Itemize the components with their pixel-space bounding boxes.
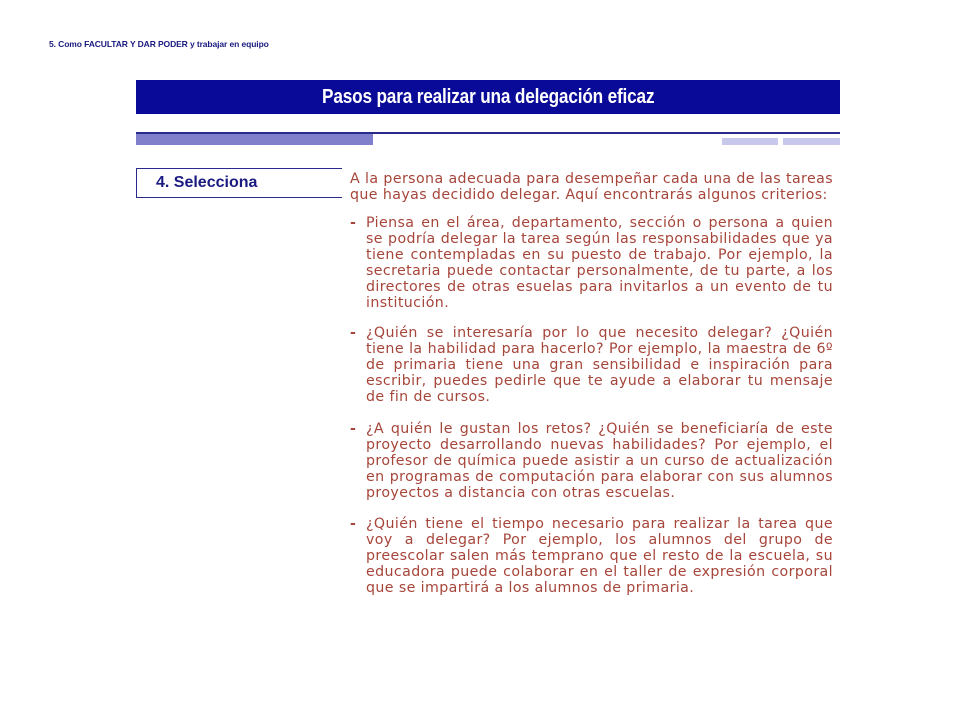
list-item [350, 215, 833, 311]
intro-paragraph: A la persona adecuada para desempeñar cada una de las tareas que hayas decidido delegar. Aquí encontrarás algunos criterios: [350, 171, 833, 203]
list-item [350, 421, 833, 501]
accent-band-left [136, 134, 373, 145]
slide-title: Pasos para realizar una delegación eficaz [321, 85, 655, 108]
bullet-dash: - [350, 516, 356, 532]
accent-band-right-2 [783, 138, 840, 145]
page-heading: 5. Como FACULTAR Y DAR PODER y trabajar en equipo [49, 39, 269, 49]
title-bar [136, 80, 840, 114]
bullet-dash: - [350, 325, 356, 341]
bullet-dash: - [350, 421, 356, 437]
list-item [350, 325, 833, 405]
list-item-text: ¿A quién le gustan los retos? ¿Quién se beneficiaría de este proyecto desarrollando nuevas habilidades? Por ejemplo, el profesor de química puede asistir a un curso de actualización en programas de computación para elaborar con sus alumnos proyectos a distancia con otras escuelas. [366, 421, 833, 501]
content-body [350, 171, 833, 609]
list-item-text: ¿Quién se interesaría por lo que necesito delegar? ¿Quién tiene la habilidad para hacerlo? Por ejemplo, la maestra de 6º de primaria tiene una gran sensibilidad e inspiración para escribir, puedes pedirle que te ayude a elaborar tu mensaje de fin de cursos. [366, 325, 833, 405]
step-label-box [136, 168, 342, 198]
list-item [350, 516, 833, 596]
accent-band-right-1 [722, 138, 778, 145]
list-item-text: ¿Quién tiene el tiempo necesario para realizar la tarea que voy a delegar? Por ejemplo, los alumnos del grupo de preescolar salen más temprano que el resto de la escuela, su educadora puede colaborar en el taller de expresión corporal que se impartirá a los alumnos de primaria. [366, 516, 833, 596]
bullet-dash: - [350, 215, 356, 231]
step-label: 4. Selecciona [156, 174, 258, 191]
list-item-text: Piensa en el área, departamento, sección o persona a quien se podría delegar la tarea según las responsabilidades que ya tiene contempladas en su puesto de trabajo. Por ejemplo, la secretaria puede contactar personalmente, de tu parte, a los directores de otras esuelas para invitarlos a un evento de tu institución. [366, 215, 833, 311]
